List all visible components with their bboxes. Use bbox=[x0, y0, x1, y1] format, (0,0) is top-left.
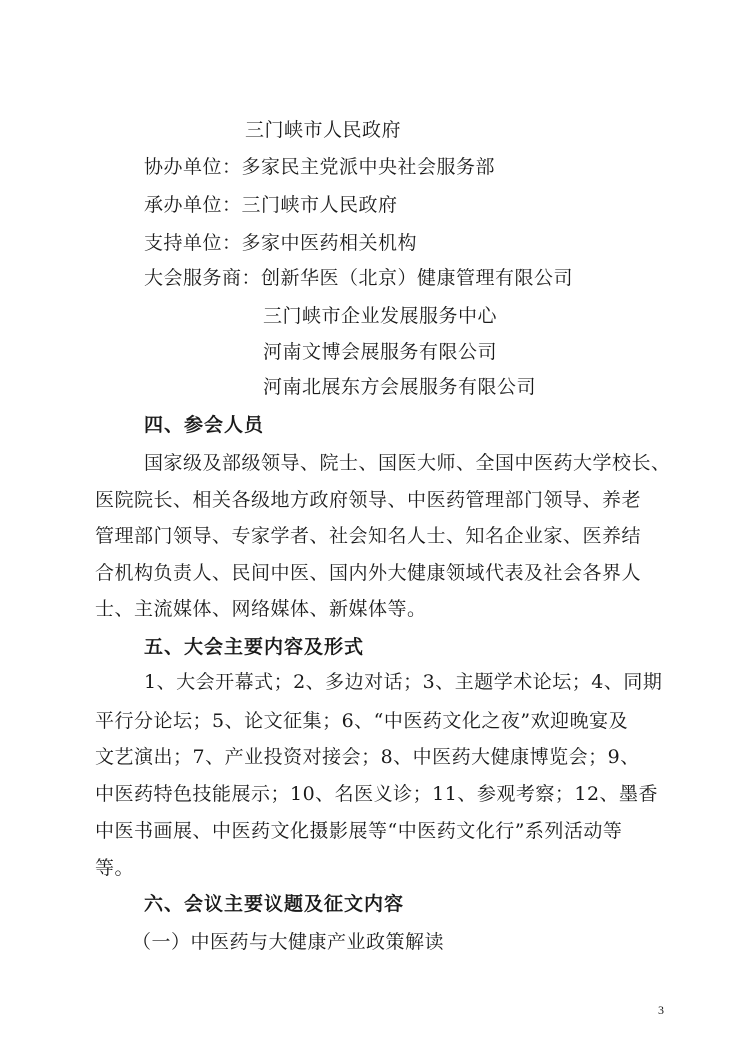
section-5-heading: 五、大会主要内容及形式 bbox=[144, 636, 365, 658]
section-4-line: 士、主流媒体、网络媒体、新媒体等。 bbox=[95, 598, 427, 620]
co-organizer-line: 协办单位：多家民主党派中央社会服务部 bbox=[144, 156, 496, 178]
section-5-line: 平行分论坛；5、论文征集；6、“中医药文化之夜”欢迎晚宴及 bbox=[95, 710, 629, 732]
support-line: 支持单位：多家中医药相关机构 bbox=[144, 232, 418, 254]
section-6-heading: 六、会议主要议题及征文内容 bbox=[144, 893, 405, 915]
service-provider-3: 河南文博会展服务有限公司 bbox=[263, 341, 498, 363]
service-provider-line: 大会服务商：创新华医（北京）健康管理有限公司 bbox=[144, 267, 574, 289]
section-5-line: 等。 bbox=[95, 857, 135, 879]
service-provider-2: 三门峡市企业发展服务中心 bbox=[263, 305, 498, 327]
section-4-heading: 四、参会人员 bbox=[144, 414, 265, 436]
section-5-line: 文艺演出；7、产业投资对接会；8、中医药大健康博览会；9、 bbox=[95, 746, 640, 768]
section-6-subheading-1: （一）中医药与大健康产业政策解读 bbox=[132, 931, 445, 953]
host-line: 承办单位：三门峡市人民政府 bbox=[144, 194, 398, 216]
section-4-line: 医院院长、相关各级地方政府领导、中医药管理部门领导、养老 bbox=[95, 489, 642, 511]
section-4-line: 国家级及部级领导、院士、国医大师、全国中医药大学校长、 bbox=[144, 452, 671, 474]
page-number: 3 bbox=[658, 1003, 664, 1017]
section-4-line: 合机构负责人、民间中医、国内外大健康领域代表及社会各界人 bbox=[95, 562, 642, 584]
section-5-line: 中医药特色技能展示；10、名医义诊；11、参观考察；12、墨香 bbox=[95, 783, 659, 805]
section-5-line: 1、大会开幕式；2、多边对话；3、主题学术论坛；4、同期 bbox=[144, 671, 663, 693]
organizer-continuation: 三门峡市人民政府 bbox=[245, 119, 402, 141]
section-5-line: 中医书画展、中医药文化摄影展等“中医药文化行”系列活动等 bbox=[95, 820, 623, 842]
section-4-line: 管理部门领导、专家学者、社会知名人士、知名企业家、医养结 bbox=[95, 525, 642, 547]
service-provider-4: 河南北展东方会展服务有限公司 bbox=[263, 376, 537, 398]
